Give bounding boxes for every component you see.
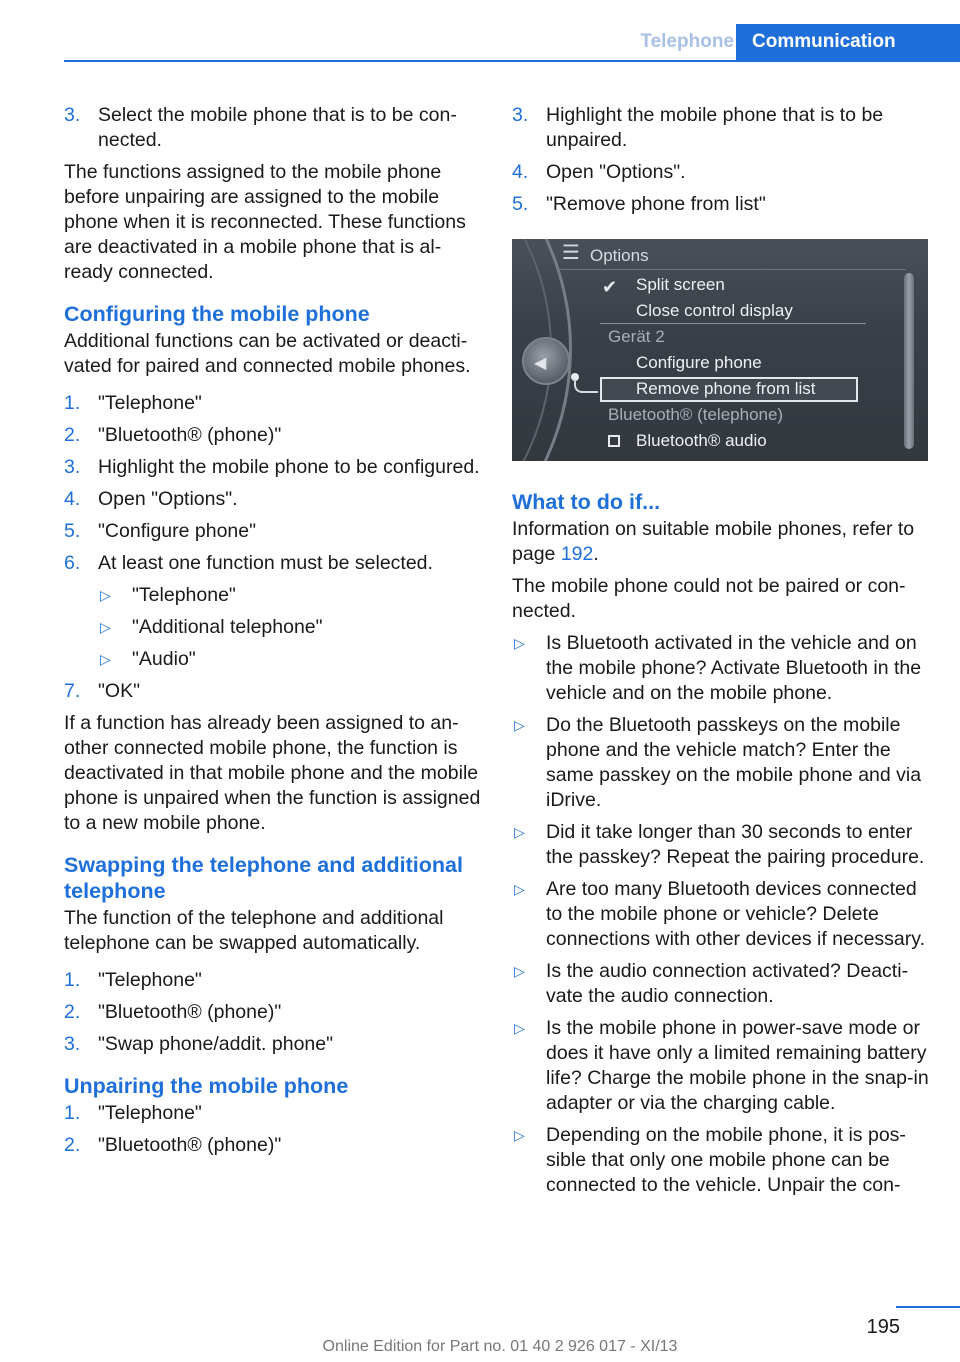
group-label-bluetooth: Bluetooth® (telephone) [608,405,784,424]
list-item: ▷ Did it take longer than 30 seconds to enter the passkey? Repeat the pairing procedure. [514,821,925,868]
header-rule [64,60,960,62]
menu-item-configure-phone[interactable]: Configure phone [636,353,762,372]
triangle-bullet-icon: ▷ [100,651,111,667]
list-item: 4. Open "Options". [64,488,238,510]
menu-item-remove-phone[interactable]: Remove phone from list [636,379,816,398]
list-item: ▷ "Telephone" [100,584,236,606]
list-item: ▷ Do the Bluetooth passkeys on the mobile phone and the vehicle match? Enter the same passkey on the mobile phone and via iDrive. [514,714,922,811]
list-item: 5. "Configure phone" [64,520,257,542]
page-header [0,24,960,62]
triangle-bullet-icon: ▷ [100,619,111,635]
intro-steps [64,103,482,153]
list-item: 3. Highlight the mobile phone to be configured. [64,456,480,478]
swap-paragraph: The function of the telephone and additional telephone can be swapped automatically. [64,907,444,954]
menu-item-close-display[interactable]: Close control display [636,301,793,320]
list-item: ▷ Depending on the mobile phone, it is possible that only one mobile phone can be connected to the vehicle. Unpair the con- [514,1124,906,1196]
unpair-steps [64,1101,482,1158]
menu-item-bluetooth-audio[interactable]: Bluetooth® audio [636,431,767,450]
list-item: 3. "Swap phone/addit. phone" [64,1033,334,1055]
scrollbar [904,273,914,449]
group-label-device: Gerät 2 [608,327,665,346]
swap-steps [64,968,482,1057]
list-item: 1. "Telephone" [64,392,202,414]
idrive-options-screenshot [512,239,928,461]
list-item: 2. "Bluetooth® (phone)" [64,1001,282,1023]
edition-footer: Online Edition for Part no. 01 40 2 926 017 - XI/13 [322,1338,678,1355]
screen-title: Options [590,246,649,265]
footer-rule [896,1306,960,1308]
list-item: ▷ Is Bluetooth activated in the vehicle and on the mobile phone? Activate Bluetooth in the vehicle and on the mobile phone. [514,632,922,704]
configure-steps [64,391,482,576]
left-column [64,103,482,1165]
list-item: 1. "Telephone" [64,969,202,991]
list-item: 5. "Remove phone from list" [512,193,766,215]
menu-item-split-screen[interactable]: Split screen [636,275,725,294]
header-section-tab[interactable]: Telephone [640,31,734,52]
list-item: 2. "Bluetooth® (phone)" [64,424,282,446]
list-item: ▷ Are too many Bluetooth devices connected to the mobile phone or vehicle? Delete connections with other devices if necessary. [514,878,925,950]
triangle-bullet-icon: ▷ [100,587,111,603]
triangle-bullet-icon: ▷ [514,635,525,651]
configure-paragraph: Additional functions can be activated or deactivated for paired and connected mobile phones. [64,330,471,377]
list-item: 1. "Telephone" [64,1102,202,1124]
triangle-bullet-icon: ▷ [514,717,525,733]
list-item: 3. Highlight the mobile phone that is to be unpaired. [512,104,884,151]
list-item: 4. Open "Options". [512,161,686,183]
options-icon: ☰ [562,242,580,264]
page-number: 195 [866,1316,900,1338]
list-item: ▷ "Audio" [100,648,196,670]
list-item: ▷ "Additional telephone" [100,616,323,638]
configure-note: If a function has already been assigned to another connected mobile phone, the function is deactivated in that mobile phone and the mobile phone is unpaired when the function is assigned to a new mobile phone. [64,712,481,834]
whatif-paragraph-2: The mobile phone could not be paired or connected. [512,575,906,622]
left-arrow-icon: ◀ [534,355,547,372]
troubleshooting-list [512,631,930,1198]
header-chapter-tab[interactable]: Communication [736,24,960,62]
configure-step-7 [64,679,482,704]
triangle-bullet-icon: ▷ [514,1127,525,1143]
triangle-bullet-icon: ▷ [514,1020,525,1036]
unpair-steps-continued [512,103,930,217]
split-screen-check-icon: ✔ [602,277,618,297]
list-item: 2. "Bluetooth® (phone)" [64,1134,282,1156]
heading-swap: Swapping the telephone and additional telephone [64,853,463,903]
intro-paragraph: The functions assigned to the mobile phone before unpairing are assigned to the mobile phone when it is reconnected. These functions are deactivated in a mobile phone that is already connected. [64,161,466,283]
heading-what-to-do: What to do if... [512,490,661,514]
triangle-bullet-icon: ▷ [514,824,525,840]
triangle-bullet-icon: ▷ [514,963,525,979]
list-item: ▷ Is the audio connection activated? Deactivate the audio connection. [514,960,909,1007]
function-options [98,583,482,672]
pointer-line [574,379,598,393]
whatif-paragraph-1: Information on suitable mobile phones, refer to page 192. [512,518,915,565]
right-column [512,103,930,1205]
list-item: 6. At least one function must be selected. [64,552,433,574]
triangle-bullet-icon: ▷ [514,881,525,897]
heading-unpair: Unpairing the mobile phone [64,1074,349,1098]
list-item: ▷ Is the mobile phone in power-save mode or does it have only a limited remaining battery life? Charge the mobile phone in the snap-in adapter or via the charging cable. [514,1017,929,1114]
list-item: 7. "OK" [64,680,141,702]
page-reference-link[interactable]: 192 [560,543,594,565]
checkbox-icon [608,435,620,447]
list-item: 3. Select the mobile phone that is to be connected. [64,104,457,151]
heading-configure: Configuring the mobile phone [64,302,370,326]
